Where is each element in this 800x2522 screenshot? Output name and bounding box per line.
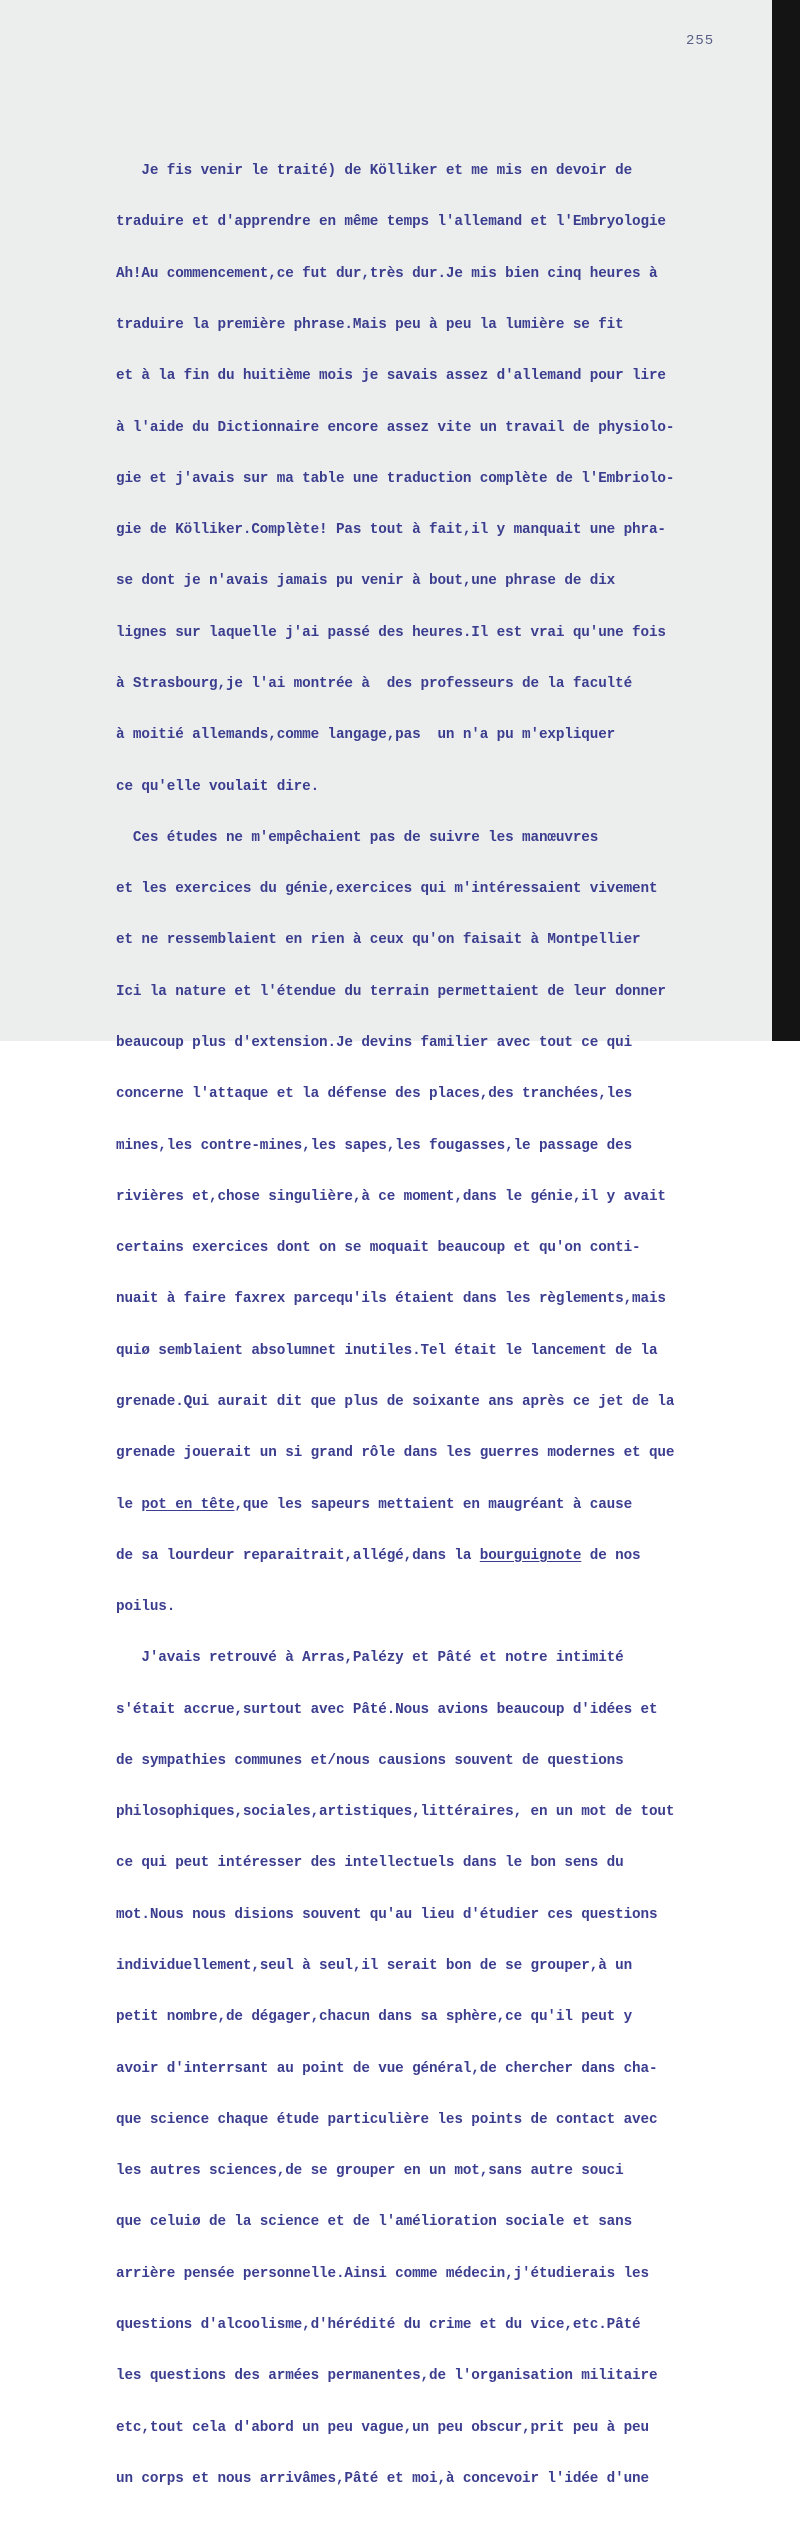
text-line: et ne ressemblaient en rien à ceux qu'on faisait à Montpellier bbox=[116, 932, 641, 949]
text-line: et les exercices du génie,exercices qui m'intéressaient vivement bbox=[116, 881, 658, 898]
text-line-underlined: le pot en tête,que les sapeurs mettaient en maugréant à cause bbox=[116, 1496, 633, 1513]
text-line: quiø semblaient absolumnet inutiles.Tel était le lancement de la bbox=[116, 1342, 658, 1359]
text-line: concerne l'attaque et la défense des places,des tranchées,les bbox=[116, 1086, 633, 1103]
text-line: grenade.Qui aurait dit que plus de soixante ans après ce jet de la bbox=[116, 1393, 675, 1410]
text-line: etc,tout cela d'abord un peu vague,un peu obscur,prit peu à peu bbox=[116, 2419, 649, 2436]
underlined-phrase: bourguignote bbox=[479, 1547, 582, 1564]
text-line: certains exercices dont on se moquait beaucoup et qu'on conti- bbox=[116, 1240, 641, 1257]
text-line: petit nombre,de dégager,chacun dans sa sphère,ce qu'il peut y bbox=[116, 2009, 633, 2026]
text-line: arrière pensée personnelle.Ainsi comme médecin,j'étudierais les bbox=[116, 2265, 649, 2282]
text-line: se dont je n'avais jamais pu venir à bout,une phrase de dix bbox=[116, 573, 616, 590]
text-line: traduire et d'apprendre en même temps l'allemand et l'Embryologie bbox=[116, 214, 666, 231]
text-line: beaucoup plus d'extension.Je devins familier avec tout ce qui bbox=[116, 1034, 633, 1051]
text-line: questions d'alcoolisme,d'hérédité du crime et du vice,etc.Pâté bbox=[116, 2317, 641, 2333]
text-line: s'était accrue,surtout avec Pâté.Nous avions beaucoup d'idées et bbox=[116, 1701, 658, 1718]
text-line: de sympathies communes et/nous causions souvent de questions bbox=[116, 1752, 624, 1769]
text-line: Ces études ne m'empêchaient pas de suivre les manœuvres bbox=[116, 829, 599, 846]
text-line: mot.Nous nous disions souvent qu'au lieu d'étudier ces questions bbox=[116, 1906, 658, 1923]
text-line: Je fis venir le traité) de Kölliker et me mis en devoir de bbox=[116, 163, 633, 180]
text-line: individuellement,seul à seul,il serait bon de se grouper,à un bbox=[116, 1958, 633, 1975]
text-line: à l'aide du Dictionnaire encore assez vite un travail de physiolo- bbox=[116, 419, 675, 436]
text-line: rivières et,chose singulière,à ce moment,dans le génie,il y avait bbox=[116, 1188, 666, 1205]
text-line: que celuiø de la science et de l'amélioration sociale et sans bbox=[116, 2214, 633, 2231]
text-line: avoir d'interrsant au point de vue général,de chercher dans cha- bbox=[116, 2060, 658, 2077]
text-line: les autres sciences,de se grouper en un mot,sans autre souci bbox=[116, 2163, 624, 2180]
text-line: à moitié allemands,comme langage,pas un n'a pu m'expliquer bbox=[116, 727, 616, 744]
text-line: un corps et nous arrivâmes,Pâté et moi,à concevoir l'idée d'une bbox=[116, 2470, 649, 2487]
text-line: J'avais retrouvé à Arras,Palézy et Pâté et notre intimité bbox=[116, 1650, 624, 1667]
text-line: nuait à faire faxrex parcequ'ils étaient dans les règlements,mais bbox=[116, 1291, 666, 1308]
text-line-underlined: de sa lourdeur reparaitrait,allégé,dans la bourguignote de nos bbox=[116, 1547, 641, 1564]
text-line: philosophiques,sociales,artistiques,littéraires, en un mot de tout bbox=[116, 1804, 675, 1821]
text-line: grenade jouerait un si grand rôle dans les guerres modernes et que bbox=[116, 1445, 675, 1462]
text-line: à Strasbourg,je l'ai montrée à des professeurs de la faculté bbox=[116, 676, 633, 692]
text-line: ce qu'elle voulait dire. bbox=[116, 778, 320, 795]
text-line: Ah!Au commencement,ce fut dur,très dur.Je mis bien cinq heures à bbox=[116, 265, 658, 282]
text-line: gie et j'avais sur ma table une traduction complète de l'Embriolo- bbox=[116, 470, 675, 487]
text-line: que science chaque étude particulière les points de contact avec bbox=[116, 2111, 658, 2128]
text-line: poilus. bbox=[116, 1599, 176, 1616]
text-line: traduire la première phrase.Mais peu à peu la lumière se fit bbox=[116, 317, 624, 334]
text-line: et à la fin du huitième mois je savais assez d'allemand pour lire bbox=[116, 368, 666, 385]
text-line: Ici la nature et l'étendue du terrain permettaient de leur donner bbox=[116, 983, 666, 1000]
scan-dark-edge bbox=[772, 0, 800, 1041]
text-line: mines,les contre-mines,les sapes,les fougasses,le passage des bbox=[116, 1137, 633, 1154]
text-line: gie de Kölliker.Complète! Pas tout à fait,il y manquait une phra- bbox=[116, 522, 666, 539]
typewritten-text-block bbox=[116, 129, 772, 2522]
text-line: ce qui peut intéresser des intellectuels dans le bon sens du bbox=[116, 1855, 624, 1872]
text-line: lignes sur laquelle j'ai passé des heures.Il est vrai qu'une fois bbox=[116, 624, 666, 641]
text-line: les questions des armées permanentes,de l'organisation militaire bbox=[116, 2368, 658, 2385]
underlined-phrase: pot en tête bbox=[141, 1496, 235, 1513]
page-number: 255 bbox=[686, 33, 715, 49]
